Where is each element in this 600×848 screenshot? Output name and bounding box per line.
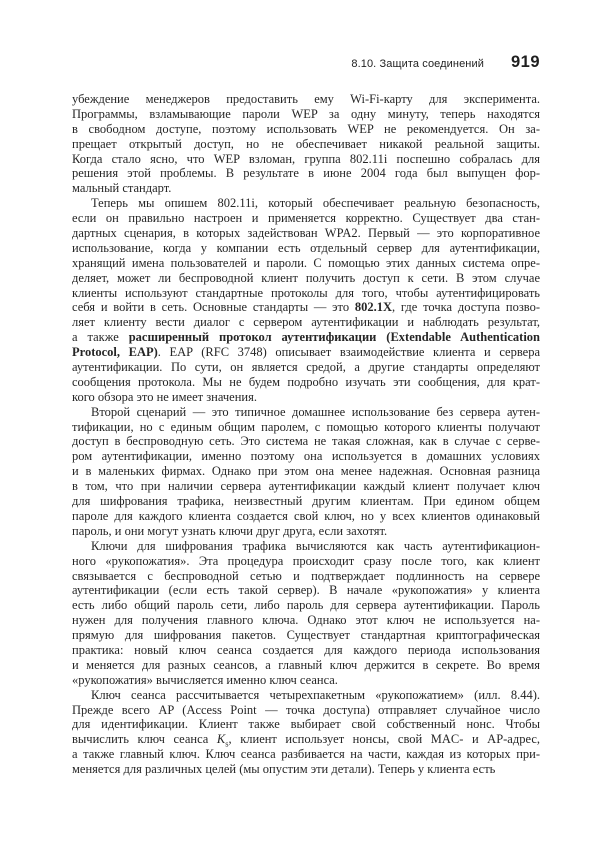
text-line: связывается с беспроводной сетью и подтверждает подлинность на сервере bbox=[72, 568, 540, 583]
text-line: практика: новый ключ сеанса создается для каждого периода использования bbox=[72, 642, 540, 657]
text-line: ром аутентификации, именно поэтому она используется в домашних условиях bbox=[72, 449, 540, 464]
text-line: использование, когда у компании есть отдельный сервер для аутентификации, bbox=[72, 240, 540, 255]
text-line: Программы, взламывающие пароли WEP за одну минуту, теперь находятся bbox=[72, 106, 540, 121]
text-line: в том, что при наличии сервера аутентификации каждый клиент получает ключ bbox=[72, 479, 540, 494]
text-line: убеждение менеджеров предоставить ему Wi-Fi-карту для эксперимента. bbox=[72, 92, 540, 106]
text-line: доступ в беспроводную сеть. Это система не такая сложная, как в случае с серве- bbox=[72, 434, 540, 449]
section-title: 8.10. Защита соединений bbox=[351, 58, 484, 70]
text-line: сообщения протокола. Мы не будем подробно изучать эти сообщения, для крат- bbox=[72, 374, 540, 389]
text-line: Ключи для шифрования трафика вычисляются как часть аутентификацион- bbox=[91, 538, 540, 553]
text-line: а также расширенный протокол аутентификации (Extendable Authentication bbox=[72, 330, 540, 345]
text-line: нужен для получения главного ключа. Однако этот ключ не используется на- bbox=[72, 613, 540, 628]
text-line: пароле для каждого клиента создается свой ключ, но у всех клиентов одинаковый bbox=[72, 508, 540, 523]
paragraph-2 bbox=[72, 196, 540, 404]
text-line: кого обзора это не имеет значения. bbox=[72, 389, 257, 404]
text-line: если он правильно настроен и применяется корректно. Существует два стан- bbox=[72, 211, 540, 226]
paragraph-1 bbox=[72, 92, 540, 196]
text-line: тификации, но с единым общим паролем, с помощью которого клиенты получают bbox=[72, 419, 540, 434]
text-line: Ключ сеанса рассчитывается четырехпакетным «рукопожатием» (илл. 8.44). bbox=[91, 687, 540, 702]
text-line: Когда стало ясно, что WEP взломан, группа 802.11i поспешно собралась для bbox=[72, 151, 540, 166]
text-line: есть либо общий пароль сети, либо пароль для сервера аутентификации. Пароль bbox=[72, 598, 540, 613]
text-line: клиенты используют стандартные протоколы для того, чтобы аутентифицировать bbox=[72, 285, 540, 300]
text-line: мальный стандарт. bbox=[72, 181, 172, 196]
text-line: а также главный ключ. Ключ сеанса разбивается на части, каждая из которых при- bbox=[72, 747, 540, 762]
text-line: деляет, может ли беспроводной клиент получить доступ к сети. В этом случае bbox=[72, 270, 540, 285]
text-line: Теперь мы опишем 802.11i, который обеспечивает реальную безопасность, bbox=[91, 196, 540, 211]
text-line: и меняется для разных сеансов, а главный ключ держится в секрете. Во время bbox=[72, 657, 540, 672]
text-line: прямую для шифрования пакетов. Существует стандартная криптографическая bbox=[72, 628, 540, 643]
text-line: прещает открытый доступ, но не обеспечивает никакой реальной защиты. bbox=[72, 136, 540, 151]
text-line: решения этой проблемы. В результате в июне 2004 года был выпущен фор- bbox=[72, 166, 540, 181]
page-number: 919 bbox=[510, 53, 540, 71]
text-line: «рукопожатия» вычисляется именно ключ сеанса. bbox=[72, 672, 338, 687]
text-line: аутентификации. По сути, он является средой, а другие стандарты определяют bbox=[72, 360, 540, 375]
text-line: Второй сценарий — это типичное домашнее использование без сервера аутен- bbox=[91, 404, 540, 419]
running-header bbox=[72, 53, 540, 72]
text-line: Protocol, EAP). EAP (RFC 3748) описывает взаимодействие клиента и сервера bbox=[72, 345, 540, 360]
text-line: себя и войти в сеть. Основные стандарты — это 802.1X, где точка доступа позво- bbox=[72, 300, 540, 315]
paragraph-4 bbox=[72, 539, 540, 688]
text-line: пароль, и они могут узнать ключи друг друга, если захотят. bbox=[72, 523, 388, 538]
text-line: для шифрования трафика, неизвестный другим клиентам. При едином общем bbox=[72, 494, 540, 509]
text-line: ляет клиенту вести диалог с сервером аутентификации и наблюдать результат, bbox=[72, 315, 540, 330]
paragraph-5 bbox=[72, 688, 540, 777]
text-line: вычислить ключ сеанса $K_s$, клиент использует нонсы, свой MAC- и AP-адрес, bbox=[72, 732, 540, 748]
text-line: ного «рукопожатия». Эта процедура происходит сразу после того, как клиент bbox=[72, 553, 540, 568]
text-line: для идентификации. Клиент также выбирает свой собственный нонс. Чтобы bbox=[72, 717, 540, 732]
text-line: хранящий имена пользователей и пароли. С помощью этих данных система опре- bbox=[72, 255, 540, 270]
text-line: в свободном доступе, поэтому использовать WEP не рекомендуется. Он за- bbox=[72, 121, 540, 136]
text-column bbox=[72, 92, 540, 777]
text-line: аутентификации (если есть такой сервер). В начале «рукопожатия» у клиента bbox=[72, 583, 540, 598]
text-line: дартных сценария, в которых задействован WPA2. Первый — это корпоративное bbox=[72, 226, 540, 241]
paragraph-3 bbox=[72, 405, 540, 539]
text-line: Прежде всего AP (Access Point — точка доступа) отправляет случайное число bbox=[72, 702, 540, 717]
text-line: и в маленьких фирмах. Однако при этом она менее надежная. Основная разница bbox=[72, 464, 540, 479]
text-line: меняется для различных целей (мы опустим эти детали). Теперь у клиента есть bbox=[72, 762, 496, 777]
